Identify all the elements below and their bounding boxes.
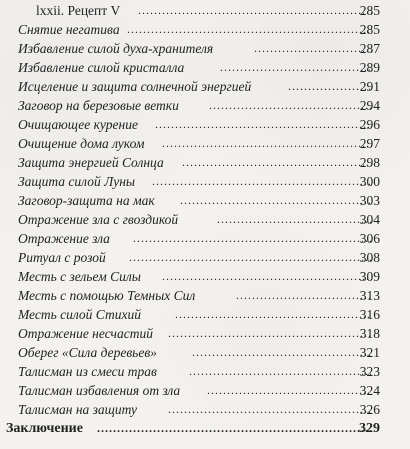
toc-entry-title: Месть силой Стихий xyxy=(18,307,141,322)
toc-leader-dots xyxy=(175,305,372,324)
toc-entry-row xyxy=(0,134,410,153)
toc-entry-title: Заключение xyxy=(6,421,83,436)
toc-entry-page: 313 xyxy=(359,288,380,303)
toc-entry-title: Отражение несчастий xyxy=(18,326,153,341)
toc-entry-page: 291 xyxy=(359,79,380,94)
toc-entry-row xyxy=(0,324,410,343)
toc-entry-page: 296 xyxy=(359,117,380,132)
toc-entry-title: Защита силой Луны xyxy=(18,174,136,189)
toc-entry-row xyxy=(0,248,410,267)
toc-leader-dots xyxy=(168,324,372,343)
toc-entry-row xyxy=(0,191,410,210)
toc-entry-title: Заговор на березовые ветки xyxy=(18,98,179,113)
toc-entry-row xyxy=(0,229,410,248)
toc-entry-page: 300 xyxy=(359,174,380,189)
toc-leader-dots xyxy=(217,210,372,229)
toc-leader-dots xyxy=(207,381,372,400)
toc-entry-page: 298 xyxy=(359,155,380,170)
toc-entry-row xyxy=(0,39,410,58)
toc-leader-dots xyxy=(127,20,372,39)
toc-entry-title: lxxii. Рецепт V xyxy=(36,3,121,18)
toc-entry-page: 323 xyxy=(359,364,380,379)
toc-entry-page: 287 xyxy=(359,41,380,56)
toc-entry-title: Месть с помощью Темных Сил xyxy=(18,288,196,303)
toc-leader-dots xyxy=(155,115,372,134)
toc-entry-page: 297 xyxy=(359,136,380,151)
toc-entry-page: 329 xyxy=(359,421,380,436)
toc-entry-row xyxy=(0,1,410,20)
toc-leader-dots xyxy=(180,191,372,210)
toc-leader-dots xyxy=(129,248,372,267)
toc-entry-title: Отражение зла с гвоздикой xyxy=(18,212,179,227)
toc-entry-row xyxy=(0,305,410,324)
toc-entry-row xyxy=(0,210,410,229)
toc-entry-row xyxy=(0,96,410,115)
toc-leader-dots xyxy=(138,1,372,20)
toc-entry-row xyxy=(0,153,410,172)
toc-entry-page: 324 xyxy=(359,383,380,398)
toc-entry-page: 326 xyxy=(359,402,380,417)
toc-entry-page: 316 xyxy=(359,307,380,322)
toc-leader-dots xyxy=(236,286,372,305)
toc-entry-title: Очищение дома луком xyxy=(18,136,145,151)
toc-entry-page: 294 xyxy=(359,98,380,113)
toc-entry-row xyxy=(0,172,410,191)
toc-entry-page: 306 xyxy=(359,231,380,246)
toc-entry-page: 303 xyxy=(359,193,380,208)
toc-leader-dots xyxy=(189,362,372,381)
toc-entry-row xyxy=(0,381,410,400)
toc-entry-row xyxy=(0,343,410,362)
toc-entry-title: Снятие негатива xyxy=(18,22,120,37)
toc-entry-page: 309 xyxy=(359,269,380,284)
toc-entry-title: Ритуал с розой xyxy=(18,250,106,265)
toc-entry-row xyxy=(0,267,410,286)
toc-entry-title: Защита энергией Солнца xyxy=(18,155,164,170)
toc-leader-dots xyxy=(182,153,372,172)
toc-entry-row xyxy=(0,286,410,305)
toc-entry-title: Талисман на защиту xyxy=(18,402,138,417)
toc-leader-dots xyxy=(97,419,372,438)
toc-entry-title: Заговор-защита на мак xyxy=(18,193,155,208)
toc-entry-row xyxy=(0,115,410,134)
toc-entry-row xyxy=(0,20,410,39)
toc-entry-page: 285 xyxy=(359,3,380,18)
toc-entry-row xyxy=(0,362,410,381)
toc-entry-page: 289 xyxy=(359,60,380,75)
toc-entry-row xyxy=(0,400,410,419)
toc-entry-page: 321 xyxy=(359,345,380,360)
toc-entry-row xyxy=(0,77,410,96)
toc-leader-dots xyxy=(162,267,372,286)
toc-entry-title: Исцеление и защита солнечной энергией xyxy=(18,79,252,94)
toc-leader-dots xyxy=(168,400,372,419)
toc-entry-title: Месть с зельем Силы xyxy=(18,269,141,284)
toc-entry-row xyxy=(0,58,410,77)
toc-entry-page: 304 xyxy=(359,212,380,227)
toc-entry-row xyxy=(0,419,410,438)
toc-entry-page: 318 xyxy=(359,326,380,341)
toc-entry-title: Талисман избавления от зла xyxy=(18,383,181,398)
toc-entry-title: Талисман из смеси трав xyxy=(18,364,157,379)
toc-leader-dots xyxy=(152,172,372,191)
toc-leader-dots xyxy=(162,134,372,153)
toc-entry-title: Избавление силой кристалла xyxy=(18,60,185,75)
toc-entry-title: Оберег «Сила деревьев» xyxy=(18,345,157,360)
toc-leader-dots xyxy=(133,229,372,248)
toc-entry-page: 285 xyxy=(359,22,380,37)
toc-entry-title: Очищающее курение xyxy=(18,117,138,132)
toc-entry-title: Избавление силой духа-хранителя xyxy=(18,41,214,56)
toc-leader-dots xyxy=(209,96,372,115)
toc-entry-page: 308 xyxy=(359,250,380,265)
toc-leader-dots xyxy=(254,39,372,58)
toc-leader-dots xyxy=(220,58,372,77)
toc-leader-dots xyxy=(192,343,372,362)
toc-entry-title: Отражение зла xyxy=(18,231,110,246)
